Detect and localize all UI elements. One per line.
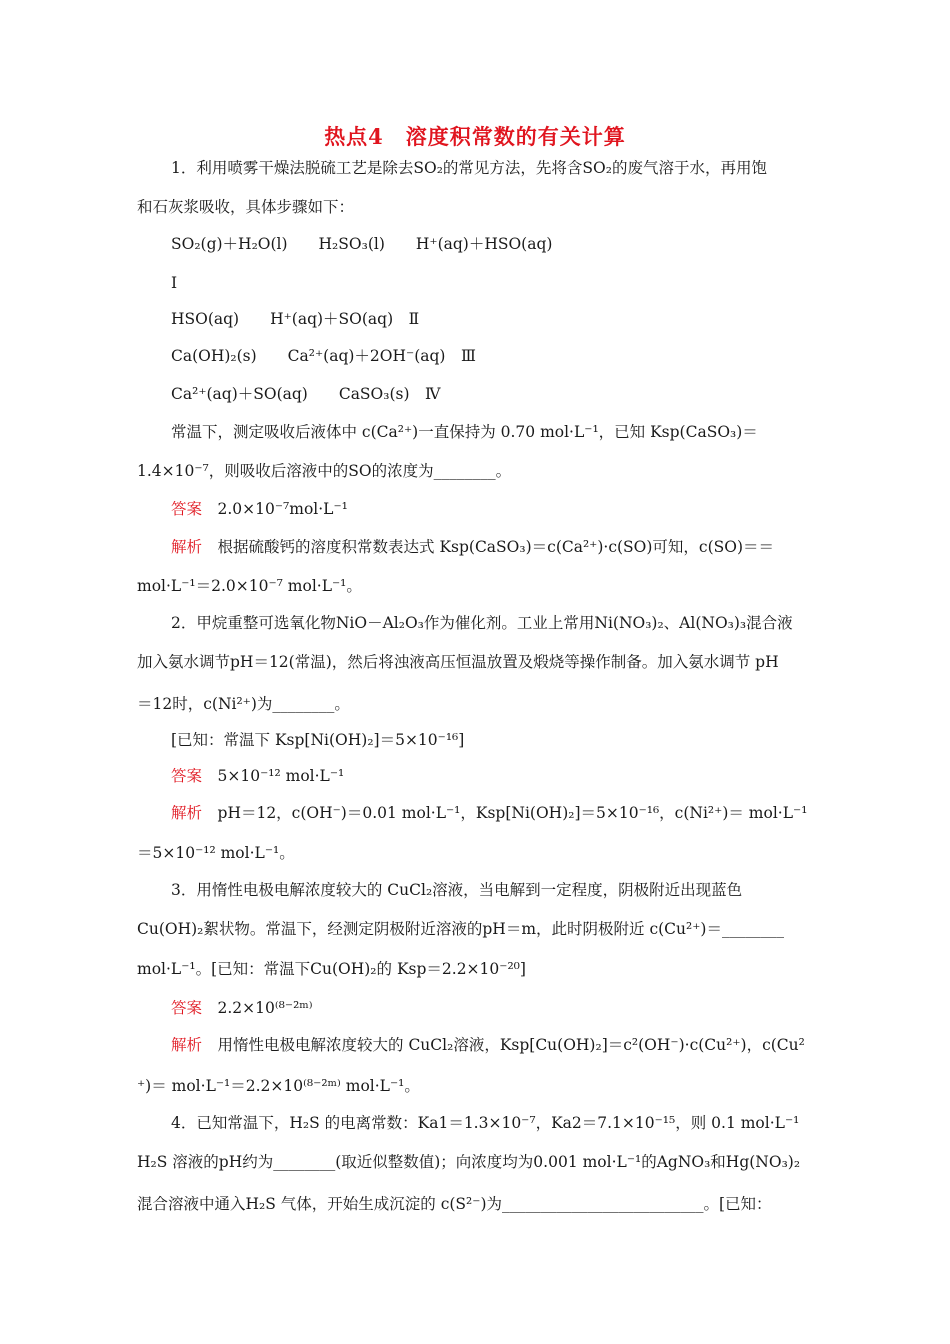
text-line: mol·L⁻¹＝2.0×10⁻⁷ mol·L⁻¹。 (137, 577, 362, 595)
answer-line: 答案 2.2×10⁽⁸⁻²ᵐ⁾ (171, 999, 313, 1017)
analysis-line: 解析 用惰性电极电解浓度较大的 CuCl₂溶液，Ksp[Cu(OH)₂]＝c²(OH⁻)·c(Cu²⁺)，c(Cu² (171, 1036, 805, 1054)
page-title: 热点4 溶度积常数的有关计算 (324, 124, 626, 149)
text-line: 1．利用喷雾干燥法脱硫工艺是除去SO₂的常见方法，先将含SO₂的废气溶于水，再用饱 (171, 159, 767, 177)
analysis-label: 解析 (171, 804, 203, 822)
text-line: mol·L⁻¹。[已知：常温下Cu(OH)₂的 Ksp＝2.2×10⁻²⁰] (137, 960, 526, 978)
text-line: 4．已知常温下，H₂S 的电离常数：Ka1＝1.3×10⁻⁷，Ka2＝7.1×10⁻¹⁵，则 0.1 mol·L⁻¹ (171, 1114, 800, 1132)
text-line: Ca²⁺(aq)＋SO(aq) CaSO₃(s) Ⅳ (171, 385, 441, 403)
analysis-label: 解析 (171, 538, 203, 556)
text-line: ＝12时，c(Ni²⁺)为________。 (137, 695, 350, 713)
text-line: H₂S 溶液的pH约为________(取近似整数值)；向浓度均为0.001 mol·L⁻¹的AgNO₃和Hg(NO₃)₂ (137, 1153, 801, 1171)
text-line: 和石灰浆吸收，具体步骤如下： (137, 198, 355, 216)
answer-label: 答案 (171, 767, 203, 785)
text-line: 2．甲烷重整可选氧化物NiO－Al₂O₃作为催化剂。工业上常用Ni(NO₃)₂、Al(NO₃)₃混合液 (171, 614, 793, 632)
text-line: [已知：常温下 Ksp[Ni(OH)₂]＝5×10⁻¹⁶] (171, 731, 465, 749)
answer-label: 答案 (171, 999, 203, 1017)
text-line: 1.4×10⁻⁷，则吸收后溶液中的SO的浓度为________。 (137, 462, 512, 480)
text-line: Cu(OH)₂絮状物。常温下，经测定阴极附近溶液的pH＝m，此时阴极附近 c(Cu²⁺)＝________ (137, 920, 784, 938)
text-line: 常温下，测定吸收后液体中 c(Ca²⁺)一直保持为 0.70 mol·L⁻¹，已知 Ksp(CaSO₃)＝ (171, 423, 758, 441)
text-line: Ca(OH)₂(s) Ca²⁺(aq)＋2OH⁻(aq) Ⅲ (171, 347, 476, 365)
text-line: 加入氨水调节pH＝12(常温)，然后将浊液高压恒温放置及煅烧等操作制备。加入氨水调节 pH (137, 653, 779, 671)
text-line: 混合溶液中通入H₂S 气体，开始生成沉淀的 c(S²⁻)为__________________________。[已知： (137, 1195, 772, 1213)
analysis-label: 解析 (171, 1036, 203, 1054)
text-line: ⁺)＝ mol·L⁻¹＝2.2×10⁽⁸⁻²ᵐ⁾ mol·L⁻¹。 (137, 1077, 420, 1095)
answer-line: 答案 2.0×10⁻⁷mol·L⁻¹ (171, 500, 348, 518)
text-line: ＝5×10⁻¹² mol·L⁻¹。 (137, 844, 295, 862)
answer-label: 答案 (171, 500, 203, 518)
text-line: Ⅰ (171, 274, 178, 292)
answer-line: 答案 5×10⁻¹² mol·L⁻¹ (171, 767, 345, 785)
analysis-line: 解析 pH＝12，c(OH⁻)＝0.01 mol·L⁻¹，Ksp[Ni(OH)₂]＝5×10⁻¹⁶，c(Ni²⁺)＝ mol·L⁻¹ (171, 804, 808, 822)
text-line: 3．用惰性电极电解浓度较大的 CuCl₂溶液，当电解到一定程度，阴极附近出现蓝色 (171, 881, 743, 899)
analysis-line: 解析 根据硫酸钙的溶度积常数表达式 Ksp(CaSO₃)＝c(Ca²⁺)·c(SO)可知，c(SO)＝＝ (171, 538, 775, 556)
text-line: SO₂(g)＋H₂O(l) H₂SO₃(l) H⁺(aq)＋HSO(aq) (171, 235, 553, 253)
text-line: HSO(aq) H⁺(aq)＋SO(aq) Ⅱ (171, 310, 420, 328)
